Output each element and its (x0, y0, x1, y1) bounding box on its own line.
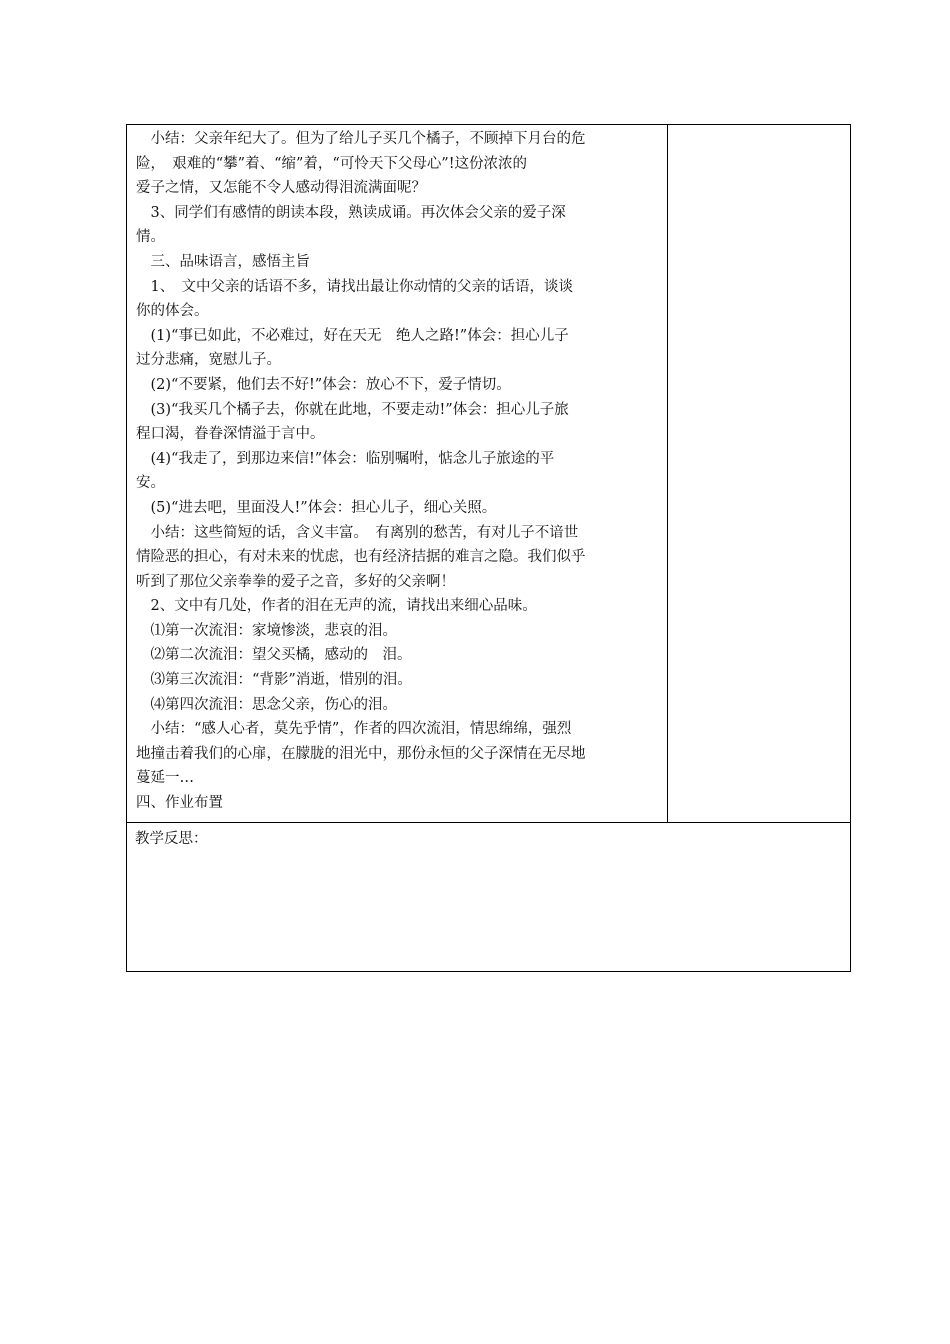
text-line: 安。 (136, 475, 165, 492)
reflection-row (127, 823, 850, 971)
text-line: 情险恶的担心，有对未来的忧虑，也有经济拮据的难言之隐。我们似乎 (136, 549, 586, 566)
text-line: ⑴第一次流泪：家境惨淡，悲哀的泪。 (136, 622, 397, 639)
text-line: (1)“事已如此，不必难过，好在天无 绝人之路!”体会：担心儿子 (136, 327, 569, 344)
text-line: ⑶第三次流泪：“背影”消逝，惜别的泪。 (136, 672, 412, 689)
notes-column-cell (668, 125, 850, 822)
text-line: (3)“我买几个橘子去，你就在此地，不要走动!”体会：担心儿子旅 (136, 401, 569, 418)
text-line: 四、作业布置 (136, 795, 223, 812)
text-line: (4)“我走了，到那边来信!”体会：临别嘱咐，惦念儿子旅途的平 (136, 450, 555, 467)
lesson-table (126, 124, 851, 972)
text-line: 爱子之情，又怎能不令人感动得泪流满面呢？ (136, 180, 426, 197)
text-line: ⑷第四次流泪：思念父亲，伤心的泪。 (136, 696, 397, 713)
text-line: 三、品味语言，感悟主旨 (136, 253, 310, 270)
lesson-content-cell (127, 125, 668, 822)
reflection-label: 教学反思： (135, 830, 208, 847)
text-line: 情。 (136, 229, 165, 246)
text-line: 地撞击着我们的心扉，在朦胧的泪光中，那份永恒的父子深情在无尽地 (136, 745, 586, 762)
text-line: 2、文中有几处，作者的泪在无声的流，请找出来细心品味。 (136, 598, 537, 615)
text-line: 小结：“感人心者，莫先乎情”，作者的四次流泪，情思绵绵，强烈 (136, 721, 572, 738)
text-line: 过分悲痛，宽慰儿子。 (136, 352, 281, 369)
text-line: 1、 文中父亲的话语不多，请找出最让你动情的父亲的话语，谈谈 (136, 278, 573, 295)
text-line: 险， 艰难的“攀”着、“缩”着，“可怜天下父母心”!这份浓浓的 (136, 155, 528, 172)
text-line: 程口渴，眷眷深情溢于言中。 (136, 426, 325, 443)
text-line: 听到了那位父亲拳拳的爱子之音，多好的父亲啊！ (136, 573, 455, 590)
text-line: 蔓延一… (136, 770, 194, 787)
text-line: (5)“进去吧，里面没人!”体会：担心儿子，细心关照。 (136, 499, 497, 516)
text-line: 3、同学们有感情的朗读本段，熟读成诵。再次体会父亲的爱子深 (136, 204, 566, 221)
text-line: ⑵第二次流泪：望父买橘，感动的 泪。 (136, 647, 412, 664)
text-line: (2)“不要紧，他们去不好!”体会：放心不下，爱子情切。 (136, 376, 511, 393)
text-line: 小结：这些简短的话，含义丰富。 有离别的愁苦，有对儿子不谙世 (136, 524, 579, 541)
lesson-content-row (127, 125, 850, 823)
text-line: 小结：父亲年纪大了。但为了给儿子买几个橘子，不顾掉下月台的危 (136, 131, 586, 147)
text-line: 你的体会。 (136, 303, 209, 320)
